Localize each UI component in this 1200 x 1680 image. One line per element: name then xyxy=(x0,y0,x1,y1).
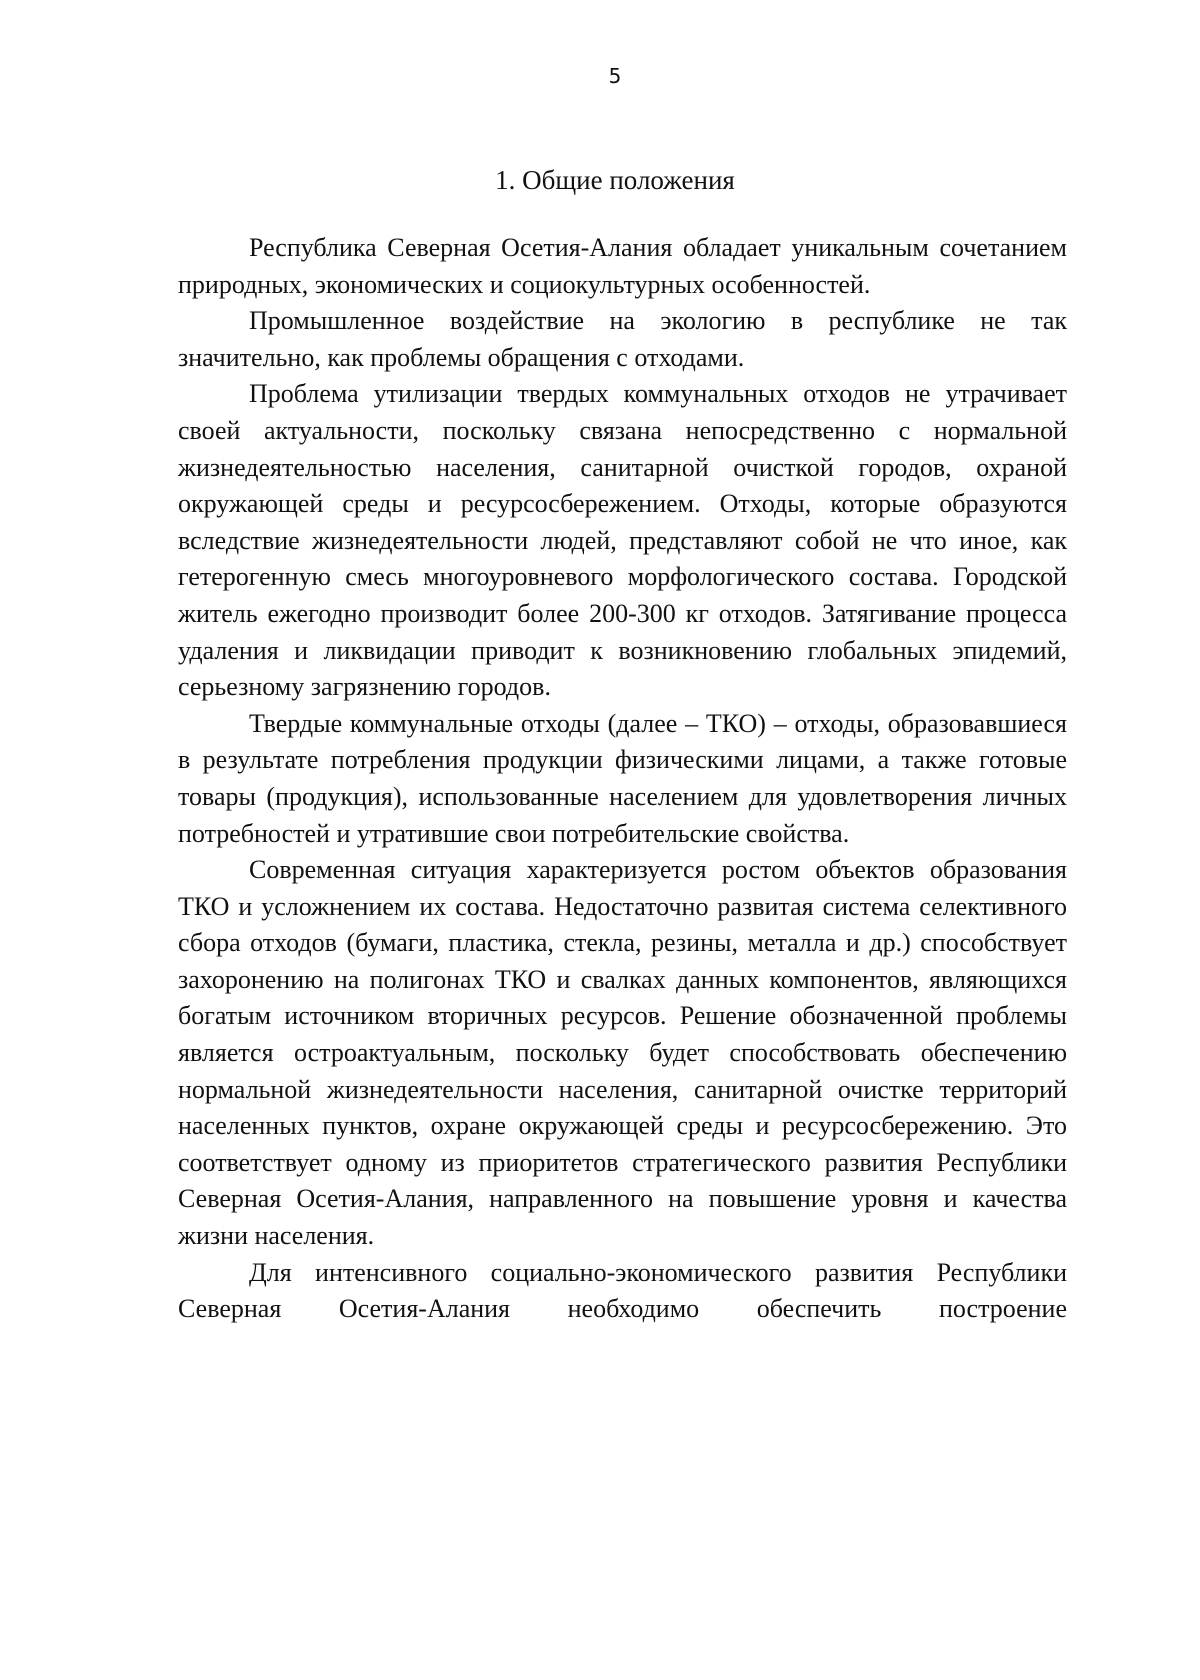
paragraph-intro: Республика Северная Осетия-Алания обладает уникальным сочетанием природных, экономических и социокультурных особенностей. xyxy=(178,233,1067,299)
paragraph-development: Для интенсивного социально-экономического развития Республики Северная Осетия-Алания необходимо обеспечить построение xyxy=(178,1257,1067,1324)
section-heading: 1. Общие положения xyxy=(495,165,735,195)
paragraph-current-situation: Современная ситуация характеризуется ростом объектов образования ТКО и усложнением их состава. Недостаточно развитая система селективного сбора отходов (бумаги, пластика, стекла, резины, металла и др.) способствует захоронению на полигонах ТКО и свалках данных компонентов, являющихся богатым источником вторичных ресурсов. Решение обозначенной проблемы является остроактуальным, поскольку будет способствовать обеспечению нормальной жизнедеятельности населения, санитарной очистке территорий населенных пунктов, охране окружающей среды и ресурсосбережению. Это соответствует одному из приоритетов стратегического развития Республики Северная Осетия-Алания, направленного на повышение уровня и качества жизни населения. xyxy=(178,855,1067,1251)
paragraph-waste-problem: Проблема утилизации твердых коммунальных отходов не утрачивает своей актуальности, поскольку связана непосредственно с нормальной жизнедеятельностью населения, санитарной очисткой городов, охраной окружающей среды и ресурсосбережением. Отходы, которые образуются вследствие жизнедеятельности людей, представляют собой не что иное, как гетерогенную смесь многоуровневого морфологического состава. Городской житель ежегодно производит более 200-300 кг отходов. Затягивание процесса удаления и ликвидации приводит к возникновению глобальных эпидемий, серьезному загрязнению городов. xyxy=(178,379,1067,702)
page-number: 5 xyxy=(608,64,622,88)
body-text xyxy=(178,230,1067,1328)
paragraph-tko-definition: Твердые коммунальные отходы (далее – ТКО) – отходы, образовавшиеся в результате потребления продукции физическими лицами, а также готовые товары (продукция), использованные населением для удовлетворения личных потребностей и утратившие свои потребительские свойства. xyxy=(178,708,1067,848)
paragraph-industrial-impact: Промышленное воздействие на экологию в республике не так значительно, как проблемы обращения с отходами. xyxy=(178,306,1067,372)
